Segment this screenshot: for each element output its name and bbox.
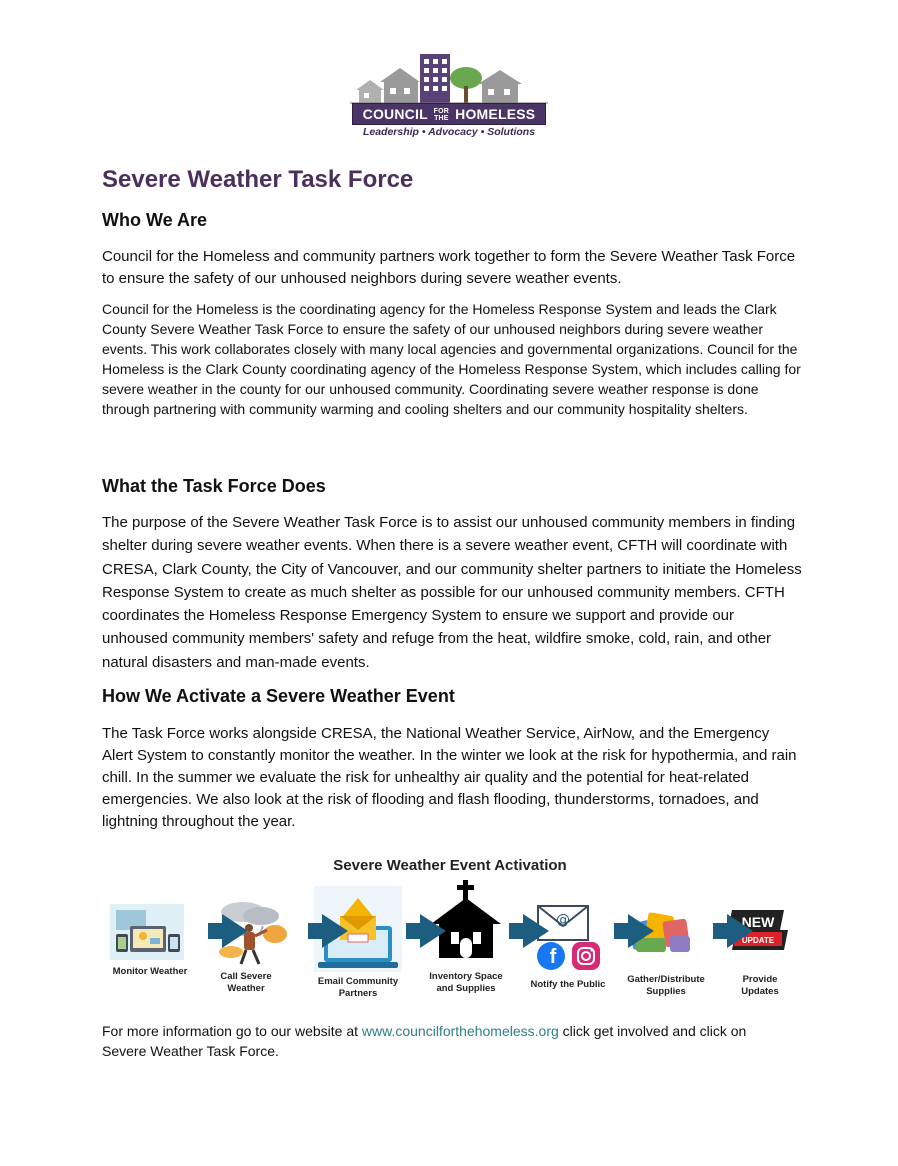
website-link[interactable]: www.councilforthehomeless.org <box>361 1023 559 1039</box>
monitor-weather-icon <box>110 904 184 960</box>
page-title: Severe Weather Task Force <box>102 166 414 193</box>
section-heading-what-task-force-does: What the Task Force Does <box>102 476 326 496</box>
step-label: Monitor Weather <box>112 966 188 977</box>
logo-word-left: COUNCIL <box>362 106 428 122</box>
flow-arrow-5 <box>628 914 654 948</box>
flow-step-provide-updates <box>720 974 800 998</box>
logo-word-mid <box>434 108 449 122</box>
footer-more-info <box>102 1021 792 1061</box>
flow-step-gather-supplies <box>616 974 716 998</box>
flow-step-notify-public <box>520 979 616 991</box>
update-badge-text: UPDATE <box>741 936 775 945</box>
step-label-line-2: Partners <box>338 988 378 999</box>
logo-word-right: HOMELESS <box>455 106 536 122</box>
step-label: Gather/Distribute <box>627 974 705 985</box>
footer-text-after: click get involved and click on Severe Weather Task Force. <box>102 1023 747 1059</box>
step-label: Provide <box>742 974 778 985</box>
what-task-force-does-paragraph: The purpose of the Severe Weather Task Force is to assist our unhoused community members in finding shelter during severe weather events. When there is a severe weather event, CFTH will coordinate with CRESA, Clark County, the City of Vancouver, and our community shelter partners to initiate the Homeless Response System to create as much shelter as possible for our unhoused community members. CFTH coordinates the Homeless Response Emergency System to ensure we support and provide our unhoused community members' safety and refuge from the heat, wildfire smoke, cold, rain, and other natural disasters and man-made events. <box>102 514 802 671</box>
section-heading-how-we-activate: How We Activate a Severe Weather Event <box>102 686 455 706</box>
activation-flow-title: Severe Weather Event Activation <box>333 857 567 874</box>
svg-text:f: f <box>549 946 557 968</box>
new-badge-text: NEW <box>741 914 775 930</box>
step-label: Call Severe <box>220 971 272 982</box>
organization-logo <box>350 52 548 144</box>
flow-step-call-severe-weather <box>200 971 292 995</box>
logo-tagline: Leadership • Advocacy • Solutions <box>362 126 536 138</box>
logo-banner <box>352 103 546 125</box>
flow-arrow-2 <box>322 914 348 948</box>
section-heading-who-we-are: Who We Are <box>102 210 208 230</box>
houses-skyline-icon <box>350 52 548 104</box>
step-label-line-2: and Supplies <box>436 983 496 994</box>
step-label: Email Community <box>317 976 399 987</box>
logo-word-for: FOR <box>433 108 450 116</box>
footer-text-before: For more information go to our website at <box>102 1023 362 1039</box>
step-label-line-2: Updates <box>741 986 779 997</box>
step-label-line-2: Supplies <box>646 986 686 997</box>
step-label: Inventory Space <box>429 971 503 982</box>
svg-text:@: @ <box>556 912 570 928</box>
flow-arrow-4 <box>523 914 549 948</box>
flow-arrow-6 <box>727 914 753 948</box>
step-label-line-2: Weather <box>227 983 265 994</box>
flow-step-inventory <box>416 971 516 995</box>
flow-arrow-3 <box>420 914 446 948</box>
flow-arrow-1 <box>222 914 248 948</box>
flow-step-monitor-weather <box>100 966 200 978</box>
who-we-are-paragraph-1: Council for the Homeless and community partners work together to form the Severe Weather Task Force to ensure the safety of our unhoused neighbors during severe weather events. <box>102 248 796 287</box>
how-we-activate-paragraph: The Task Force works alongside CRESA, the National Weather Service, AirNow, and the Emergency Alert System to constantly monitor the weather. In the winter we look at the risk for hypothermia, and rain chill. In the summer we evaluate the risk for unhealthy air quality and the potential for heat-related emergencies. We also look at the risk of flooding and flash flooding, thunderstorms, tornadoes, and lightning throughout the year. <box>102 725 797 830</box>
step-label: Notify the Public <box>530 979 606 990</box>
who-we-are-paragraph-2: Council for the Homeless is the coordinating agency for the Homeless Response System and leads the Clark County Severe Weather Task Force to ensure the safety of our unhoused neighbors during severe weather events. This work collaborates closely with many local agencies and governmental organizations. Council for the Homeless is the Clark County coordinating agency of the Homeless Response System, which includes calling for severe weather in the county for our unhoused community. Coordinating severe weather response is done through partnering with community warming and cooling shelters and our community hospitality shelters. <box>102 301 801 417</box>
flow-step-email-partners <box>306 976 410 1000</box>
logo-word-the: THE <box>434 115 449 123</box>
